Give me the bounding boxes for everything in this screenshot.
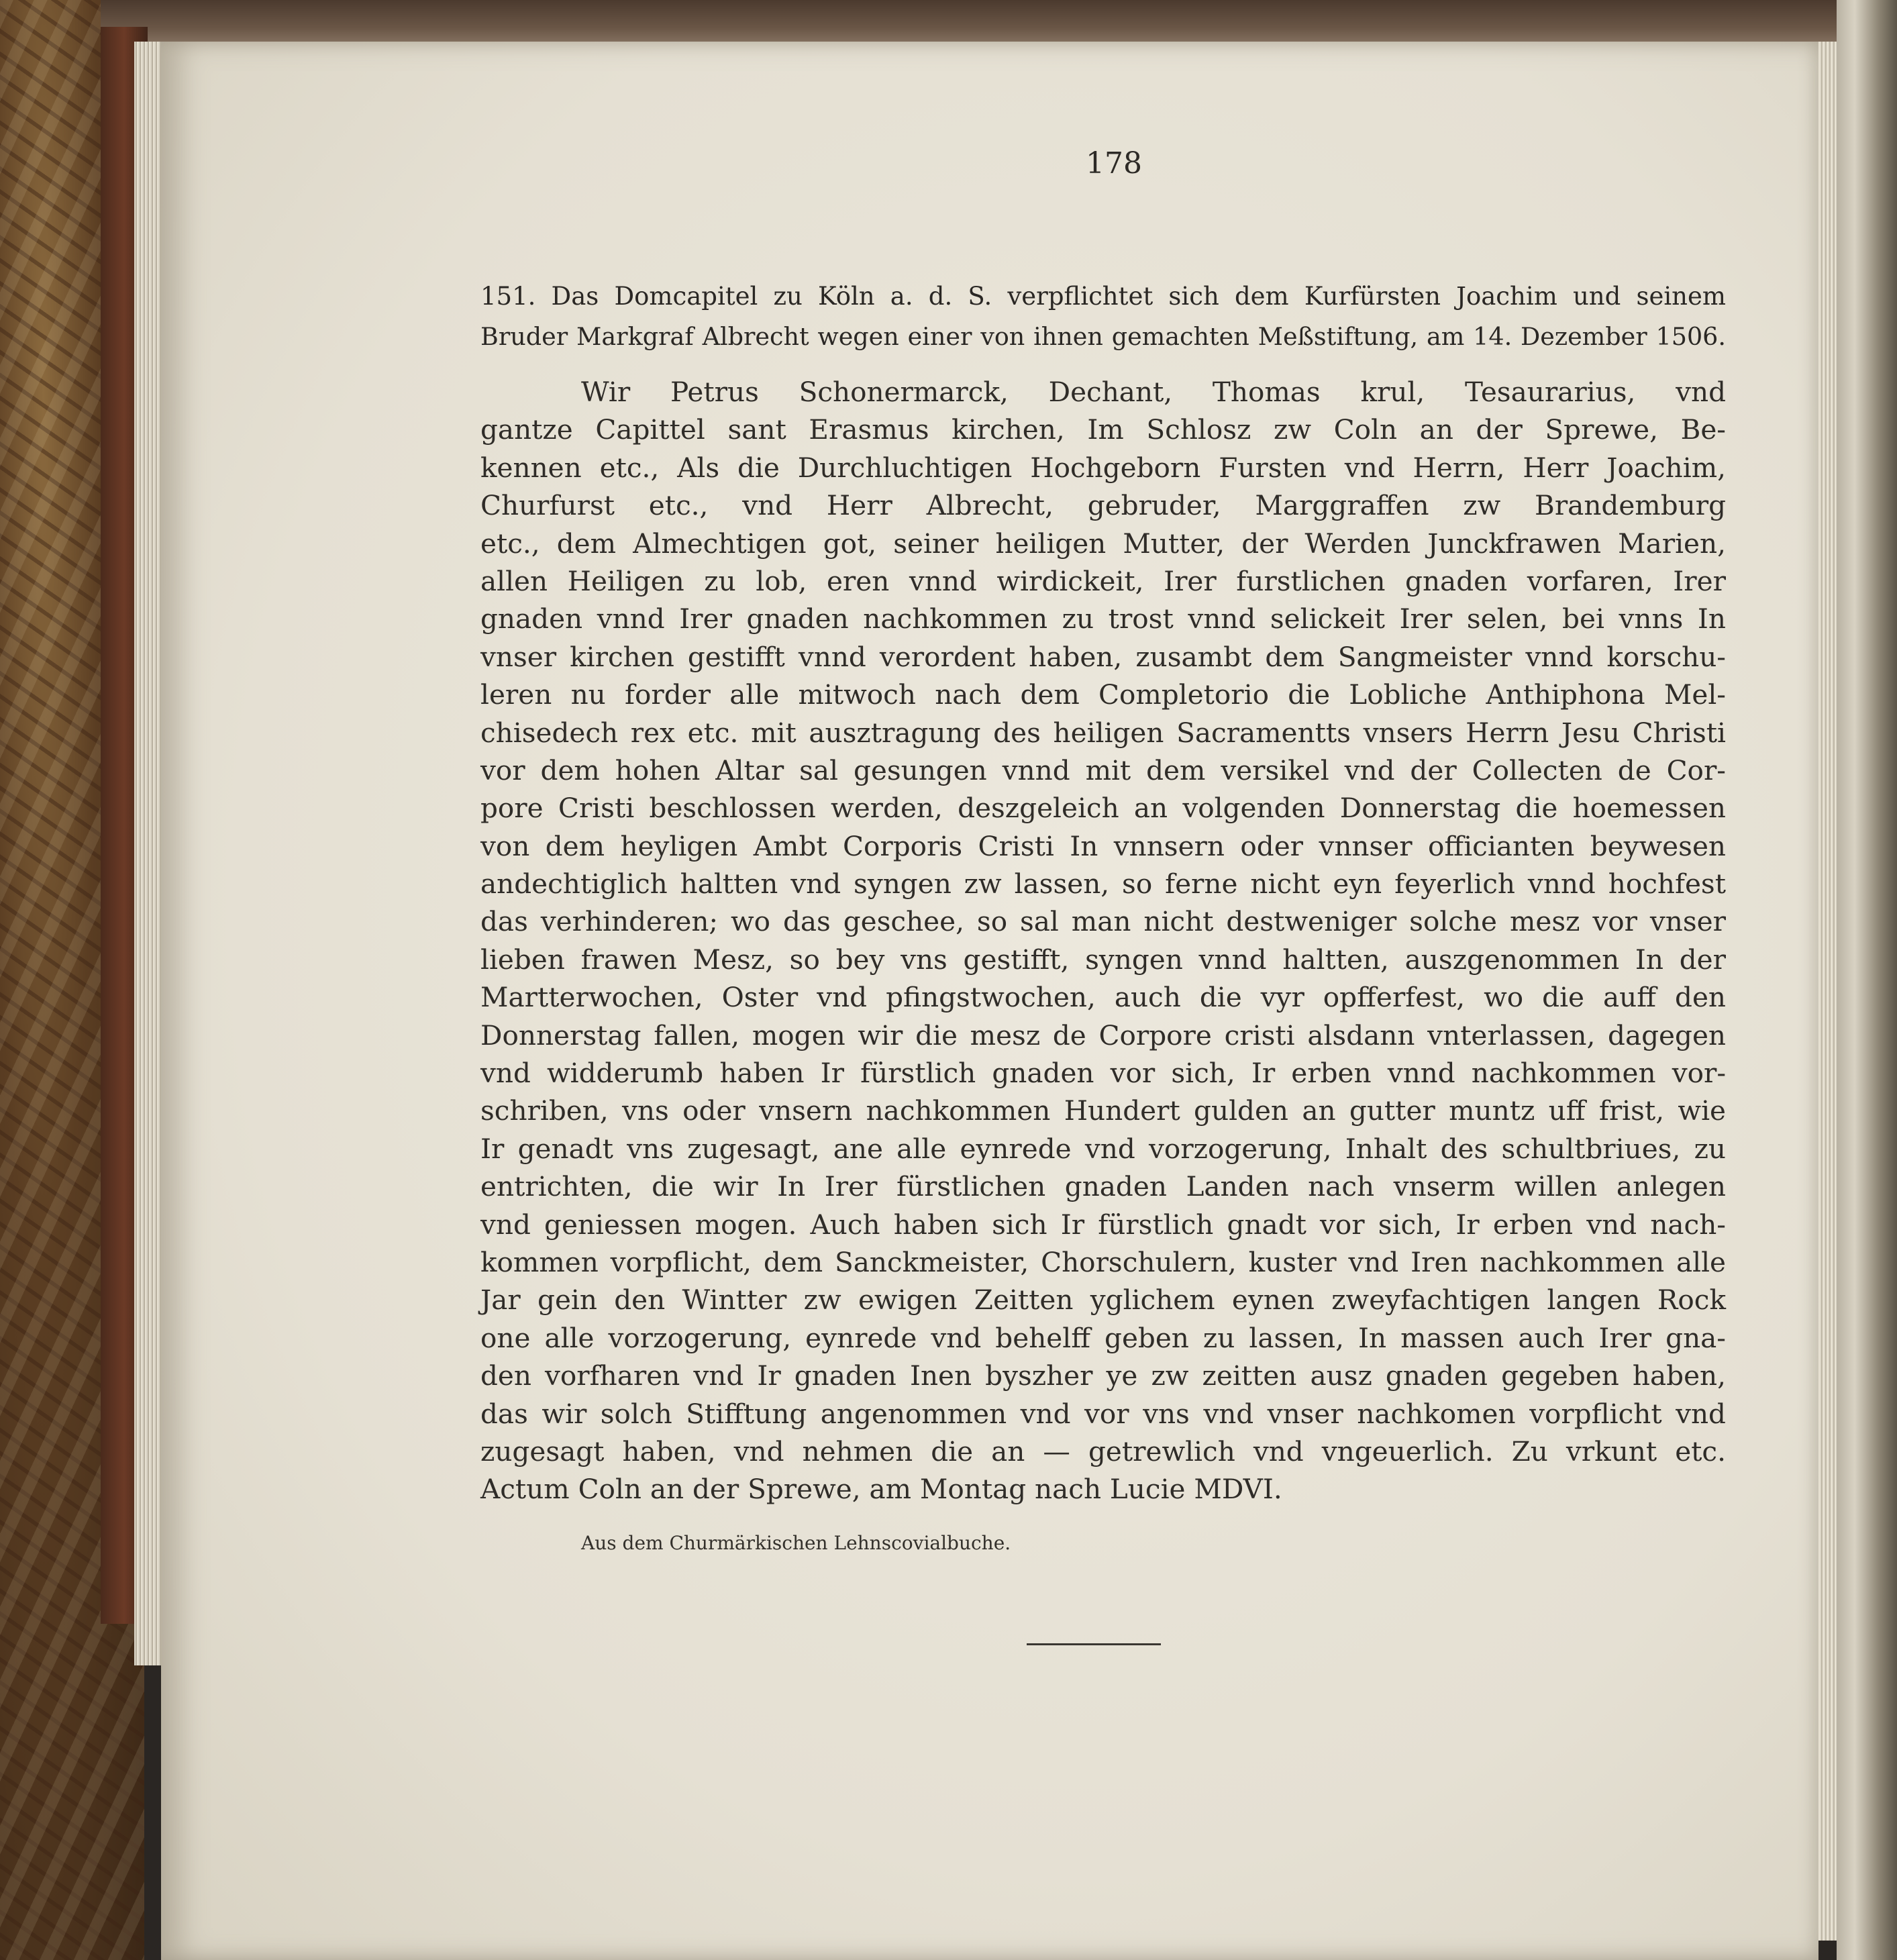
heading-line: 151. Das Domcapitel zu Köln a. d. S. verpflichtet sich dem Kurfürsten Joachim und seinem xyxy=(480,282,1726,311)
body-line: one alle vorzogerung, eynrede vnd behelff geben zu lassen, In massen auch Irer gna- xyxy=(480,1321,1726,1354)
body-line: pore Cristi beschlossen werden, deszgeleich an volgenden Donnerstag die hoemessen xyxy=(480,792,1726,825)
body-line: das wir solch Stifftung angenommen vnd vor vns vnd vnser nachkomen vorpflicht vnd xyxy=(480,1397,1726,1430)
body-line: andechtiglich haltten vnd syngen zw lassen, so ferne nicht eyn feyerlich vnnd hochfest xyxy=(480,868,1726,900)
closing-rule xyxy=(1027,1643,1161,1645)
book-cover-right xyxy=(1837,0,1897,1960)
body-line: entrichten, die wir In Irer fürstlichen gnaden Landen nach vnserm willen anlegen xyxy=(480,1170,1726,1203)
body-line: den vorfharen vnd Ir gnaden Inen byszher ye zw zeitten ausz gnaden gegeben haben, xyxy=(480,1359,1726,1392)
body-line: von dem heyligen Ambt Corporis Cristi In vnnsern oder vnnser officianten beywesen xyxy=(480,829,1726,862)
body-line: Actum Coln an der Sprewe, am Montag nach Lucie MDVI. xyxy=(480,1473,1282,1506)
body-line: kommen vorpflicht, dem Sanckmeister, Chorschulern, kuster vnd Iren nachkommen alle xyxy=(480,1245,1726,1278)
book-top-edge xyxy=(101,0,1845,47)
body-line: allen Heiligen zu lob, eren vnnd wirdickeit, Irer furstlichen gnaden vorfaren, Irer xyxy=(480,564,1726,597)
body-line: vnd widderumb haben Ir fürstlich gnaden vor sich, Ir erben vnnd nachkommen vor- xyxy=(480,1057,1726,1090)
body-line: schriben, vns oder vnsern nachkommen Hundert gulden an gutter muntz uff frist, wie xyxy=(480,1094,1726,1127)
source-note: Aus dem Churmärkischen Lehnscovialbuche. xyxy=(581,1532,1011,1554)
body-line: Donnerstag fallen, mogen wir die mesz de Corpore cristi alsdann vnterlassen, dagegen xyxy=(480,1019,1726,1051)
body-line: vor dem hohen Altar sal gesungen vnnd mit dem versikel vnd der Collecten de Cor- xyxy=(480,754,1726,786)
body-line: chisedech rex etc. mit ausztragung des heiligen Sacramentts vnsers Herrn Jesu Christi xyxy=(480,716,1726,749)
page-number: 178 xyxy=(1086,146,1142,180)
body-line: Churfurst etc., vnd Herr Albrecht, gebruder, Marggraffen zw Brandemburg xyxy=(480,489,1726,522)
body-line: etc., dem Almechtigen got, seiner heiligen Mutter, der Werden Junckfrawen Marien, xyxy=(480,527,1726,560)
body-line: Jar gein den Wintter zw ewigen Zeitten yglichem eynen zweyfachtigen langen Rock xyxy=(480,1284,1726,1317)
body-line: vnd geniessen mogen. Auch haben sich Ir fürstlich gnadt vor sich, Ir erben vnd nach- xyxy=(480,1208,1726,1241)
heading-line: Bruder Markgraf Albrecht wegen einer von ihnen gemachten Meßstiftung, am 14. Dezember 1506. xyxy=(480,322,1726,351)
body-line: Wir Petrus Schonermarck, Dechant, Thomas krul, Tesaurarius, vnd xyxy=(581,376,1726,408)
document-body xyxy=(480,373,1726,1508)
body-line: das verhinderen; wo das geschee, so sal man nicht destweniger solche mesz vor vnser xyxy=(480,905,1726,938)
body-line: gnaden vnnd Irer gnaden nachkommen zu trost vnnd selickeit Irer selen, bei vnns In xyxy=(480,603,1726,635)
body-line: leren nu forder alle mitwoch nach dem Completorio die Lobliche Anthiphona Mel- xyxy=(480,678,1726,711)
body-line: kennen etc., Als die Durchluchtigen Hochgeborn Fursten vnd Herrn, Herr Joachim, xyxy=(480,451,1726,484)
body-line: gantze Capittel sant Erasmus kirchen, Im Schlosz zw Coln an der Sprewe, Be- xyxy=(480,413,1726,446)
document-heading xyxy=(480,276,1726,357)
body-line: Martterwochen, Oster vnd pfingstwochen, auch die vyr opfferfest, wo die auff den xyxy=(480,981,1726,1014)
body-line: Ir genadt vns zugesagt, ane alle eynrede vnd vorzogerung, Inhalt des schultbriues, zu xyxy=(480,1132,1726,1165)
body-line: vnser kirchen gestifft vnnd verordent haben, zusambt dem Sangmeister vnnd korschu- xyxy=(480,640,1726,673)
body-line: lieben frawen Mesz, so bey vns gestifft, syngen vnnd haltten, auszgenommen In der xyxy=(480,943,1726,976)
body-line: zugesagt haben, vnd nehmen die an — getrewlich vnd vngeuerlich. Zu vrkunt etc. xyxy=(480,1435,1726,1467)
